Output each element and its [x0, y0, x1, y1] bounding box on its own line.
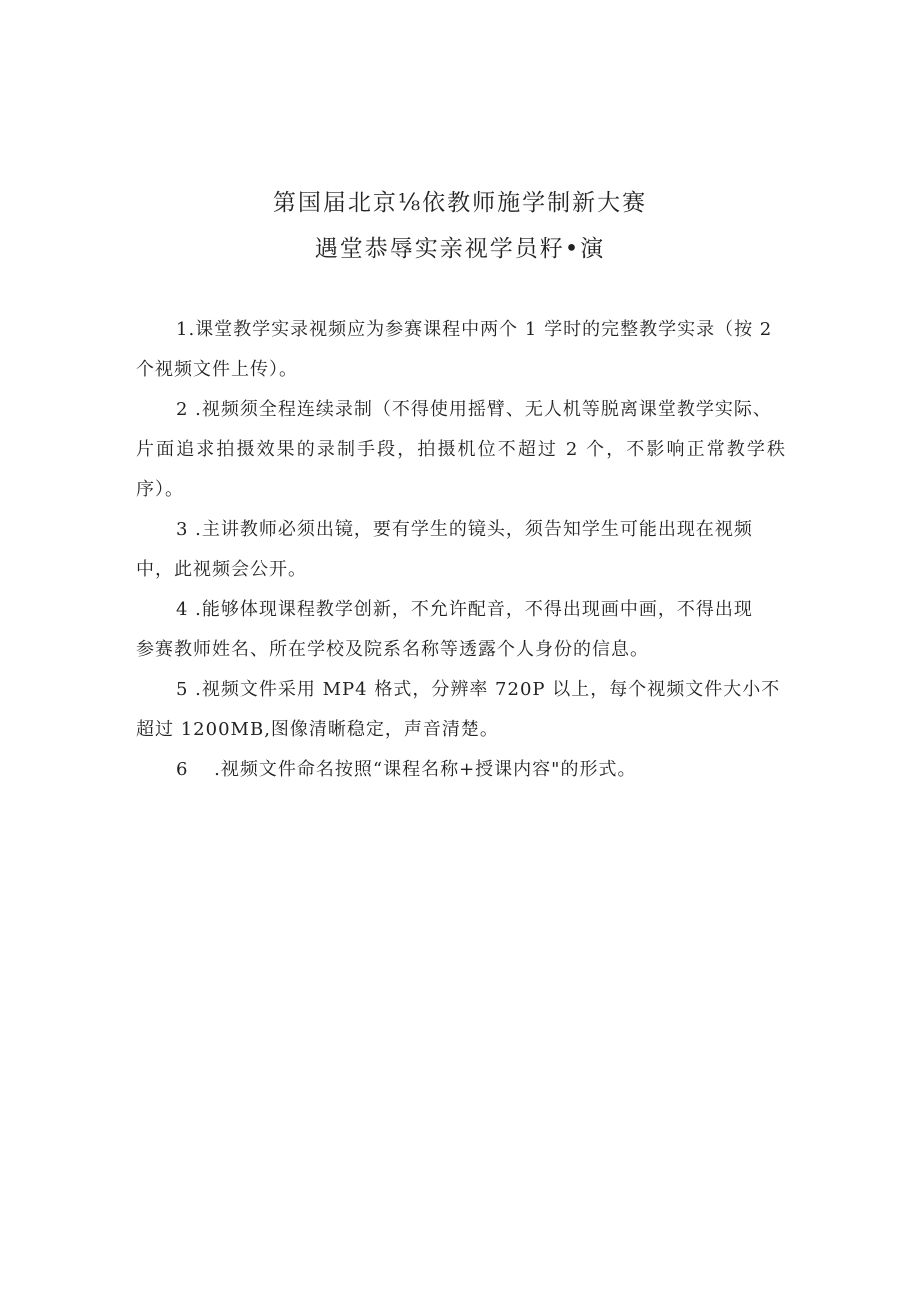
document-title [0, 180, 920, 272]
requirement-item-4-first-line: 4 .能够体现课程教学创新，不允许配音，不得出现画中画，不得出现 [176, 599, 753, 620]
title-line-1: 第国届北京⅛依教师施学制新大赛 [272, 190, 648, 216]
requirement-item-3 [136, 510, 786, 590]
requirement-item-1-first-line: 1.课堂教学实录视频应为参赛课程中两个 1 学时的完整教学实录（按 2 [176, 319, 773, 340]
requirement-item-1-continuation: 个视频文件上传）。 [136, 359, 298, 380]
requirement-item-2-continuation: 片面追求拍摄效果的录制手段，拍摄机位不超过 2 个，不影响正常教学秩序）。 [136, 439, 786, 500]
requirement-item-6 [136, 750, 786, 790]
requirement-item-4 [136, 590, 786, 670]
requirement-item-5-continuation: 超过 1200MB,图像清晰稳定，声音清楚。 [136, 719, 499, 740]
requirement-item-2-first-line: 2 .视频须全程连续录制（不得使用摇臂、无人机等脱离课堂教学实际、 [176, 399, 772, 420]
requirement-item-6-first-line: 6 .视频文件命名按照“课程名称+授课内容"的形式。 [176, 759, 637, 780]
requirement-item-3-continuation: 中，此视频会公开。 [136, 559, 307, 580]
requirement-item-4-continuation: 参赛教师姓名、所在学校及院系名称等透露个人身份的信息。 [136, 639, 649, 660]
title-line-2: 遇堂恭辱实亲视学员籽•演 [314, 236, 606, 262]
requirement-item-1 [136, 310, 786, 390]
requirement-item-5-first-line: 5 .视频文件采用 MP4 格式，分辨率 720P 以上，每个视频文件大小不 [176, 679, 781, 700]
requirement-item-3-first-line: 3 .主讲教师必须出镜，要有学生的镜头，须告知学生可能出现在视频 [176, 519, 753, 540]
requirement-item-5 [136, 670, 786, 750]
requirement-item-2 [136, 390, 786, 510]
requirements-list [136, 310, 786, 790]
